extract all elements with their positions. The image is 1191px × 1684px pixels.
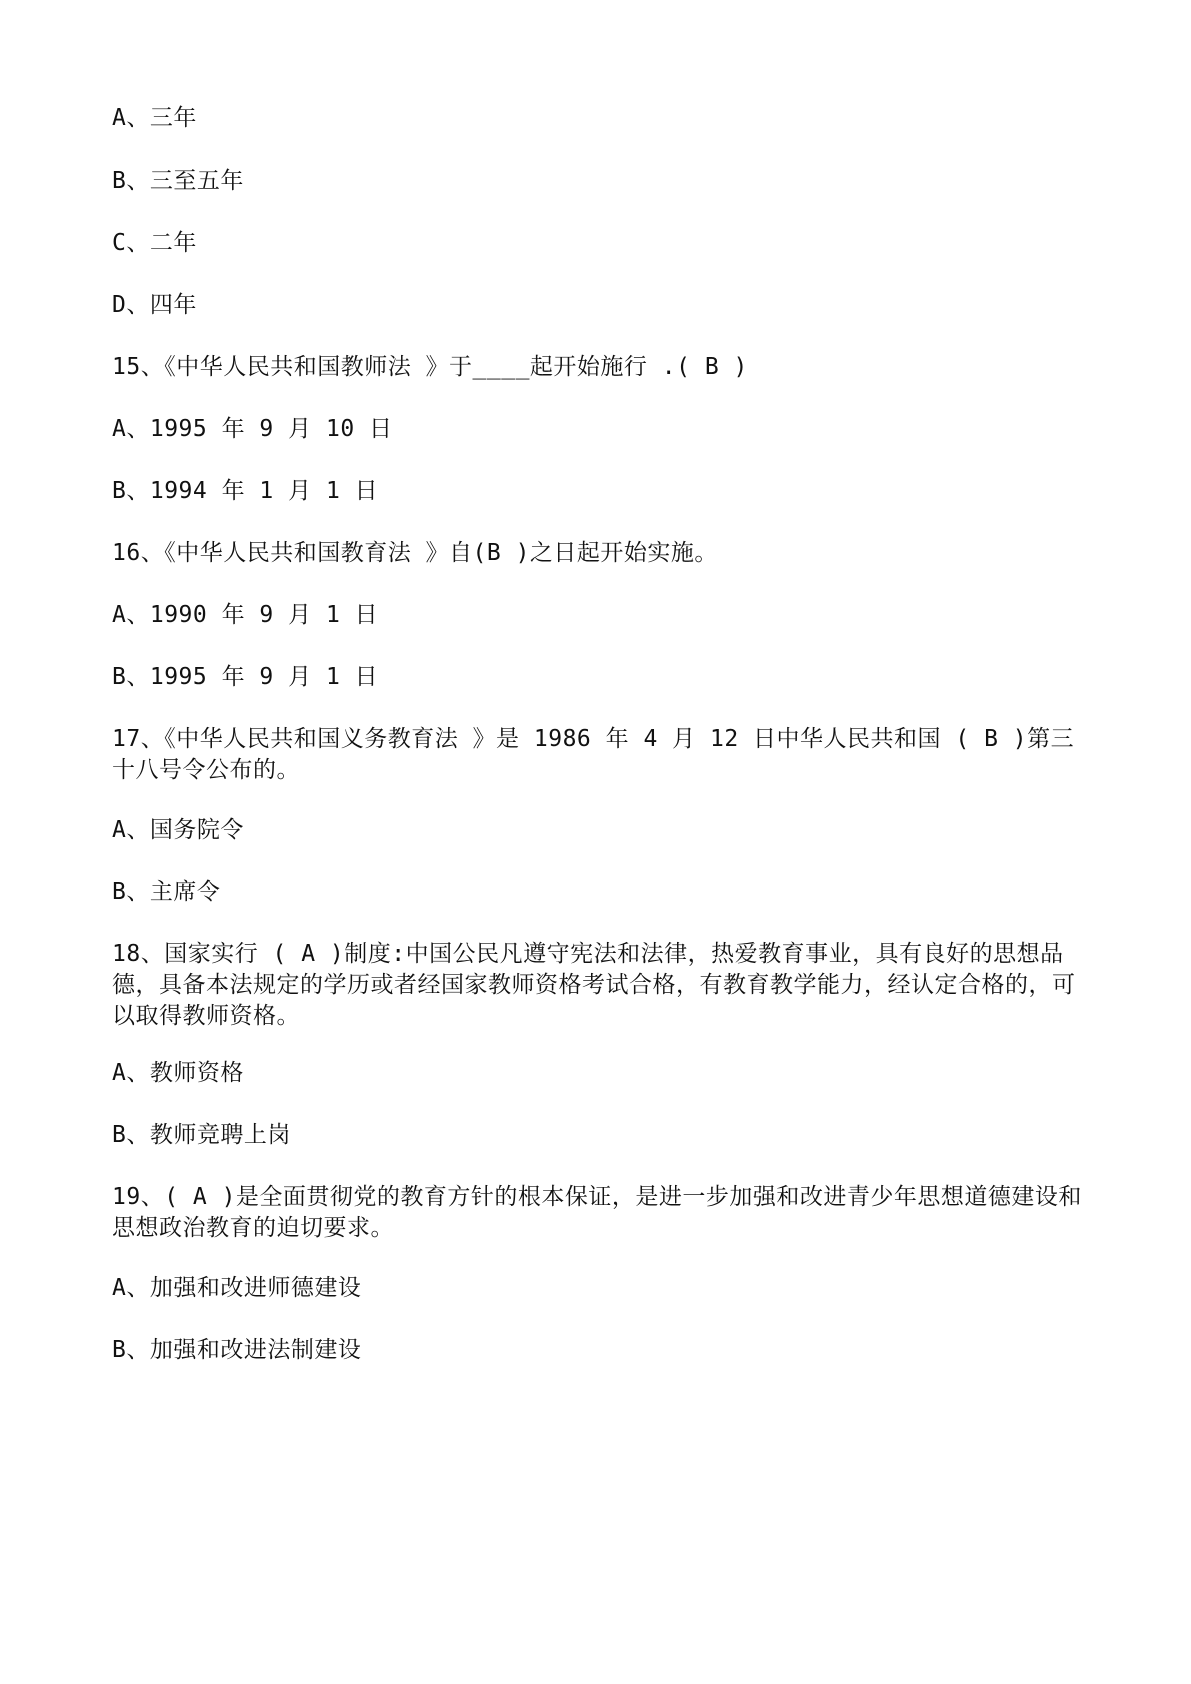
option-line: A、国务院令 xyxy=(112,817,244,843)
option-line: A、1995 年 9 月 10 日 xyxy=(112,416,393,442)
question-18: 18、国家实行 ( A )制度:中国公民凡遵守宪法和法律，热爱教育事业，具有良好的思想品德，具备本法规定的学历或者经国家教师资格考试合格，有教育教学能力，经认定合格的，可以取得教师资格。 xyxy=(112,941,1076,1029)
question-17: 17、《中华人民共和国义务教育法 》是 1986 年 4 月 12 日中华人民共和国 ( B )第三十八号令公布的。 xyxy=(112,726,1075,783)
option-line: B、加强和改进法制建设 xyxy=(112,1337,362,1363)
option-line: C、二年 xyxy=(112,230,197,256)
question-15: 15、《中华人民共和国教师法 》于____起开始施行 .( B ) xyxy=(112,354,748,380)
option-line: B、三至五年 xyxy=(112,168,244,194)
option-line: B、1995 年 9 月 1 日 xyxy=(112,664,379,690)
question-19: 19、( A )是全面贯彻党的教育方针的根本保证，是进一步加强和改进青少年思想道德建设和思想政治教育的迫切要求。 xyxy=(112,1184,1082,1241)
option-line: A、三年 xyxy=(112,105,197,131)
option-line: B、主席令 xyxy=(112,879,221,905)
option-line: D、四年 xyxy=(112,292,197,318)
option-line: A、教师资格 xyxy=(112,1060,244,1086)
option-line: B、1994 年 1 月 1 日 xyxy=(112,478,379,504)
option-line: B、教师竞聘上岗 xyxy=(112,1122,291,1148)
option-line: A、1990 年 9 月 1 日 xyxy=(112,602,379,628)
question-16: 16、《中华人民共和国教育法 》自(B )之日起开始实施。 xyxy=(112,540,718,566)
option-line: A、加强和改进师德建设 xyxy=(112,1275,362,1301)
